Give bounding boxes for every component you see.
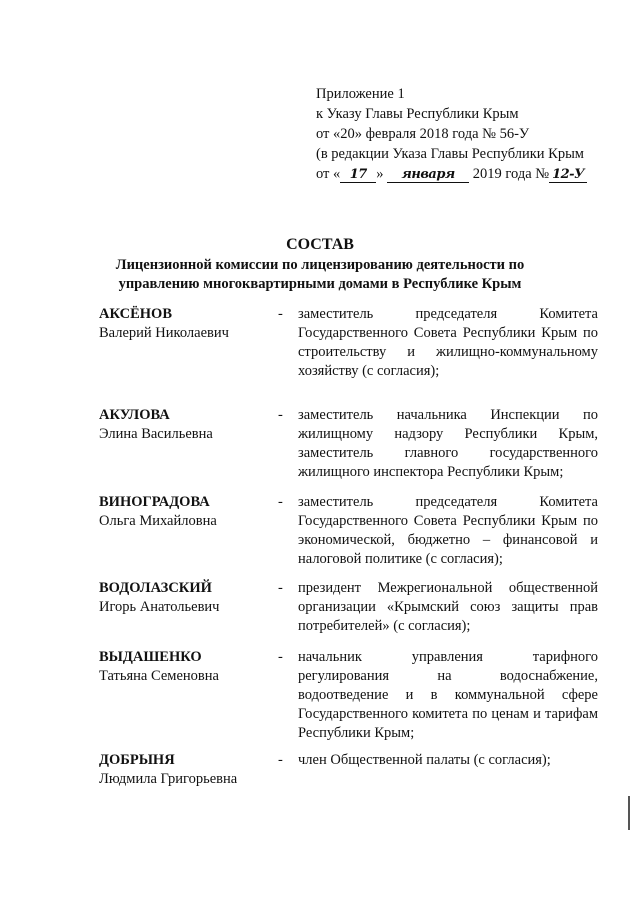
member-role: начальник управления тарифного регулирования на водоснабжение, водоотведение и в коммунальной сфере Государственного комитета по ценам и тарифам Республики Крым; bbox=[298, 649, 598, 741]
handwritten-day: 17 bbox=[340, 167, 376, 183]
member-name bbox=[99, 406, 284, 444]
member-surname: АКСЁНОВ bbox=[99, 306, 172, 322]
appendix-block bbox=[316, 84, 616, 184]
member-dash: - bbox=[278, 649, 283, 665]
handwritten-month: января bbox=[387, 167, 469, 183]
member-surname: ДОБРЫНЯ bbox=[99, 752, 175, 768]
member-surname: ВИНОГРАДОВА bbox=[99, 494, 210, 510]
member-surname: ВЫДАШЕНКО bbox=[99, 649, 202, 665]
document-title: СОСТАВ bbox=[286, 236, 354, 253]
handwritten-number: 12-У bbox=[549, 167, 587, 183]
member-role: заместитель председателя Комитета Государственного Совета Республики Крым по экономической, бюджетно – финансовой и налоговой политике (с согласия); bbox=[298, 494, 598, 567]
member-name bbox=[99, 305, 284, 343]
member-dash: - bbox=[278, 580, 283, 596]
member-given-name: Татьяна Семеновна bbox=[99, 668, 219, 684]
member-given-name: Ольга Михайловна bbox=[99, 513, 217, 529]
member-role: заместитель председателя Комитета Государственного Совета Республики Крым по строительству и жилищно-коммунальному хозяйству (с согласия); bbox=[298, 306, 598, 379]
scan-margin-mark bbox=[628, 796, 630, 830]
member-surname: ВОДОЛАЗСКИЙ bbox=[99, 580, 212, 596]
member-dash: - bbox=[278, 494, 283, 510]
appendix-year: 2019 года № bbox=[472, 166, 550, 182]
document-subtitle-2: управлению многоквартирными домами в Республике Крым bbox=[118, 276, 522, 292]
appendix-date-mid: » bbox=[376, 166, 384, 182]
member-role: заместитель начальника Инспекции по жилищному надзору Республики Крым, заместитель главного государственного жилищного инспектора Республики Крым; bbox=[298, 407, 598, 480]
appendix-line-1: Приложение 1 bbox=[316, 86, 405, 102]
member-name bbox=[99, 648, 284, 686]
member-role: член Общественной палаты (с согласия); bbox=[298, 752, 551, 768]
member-given-name: Валерий Николаевич bbox=[99, 325, 229, 341]
member-given-name: Людмила Григорьевна bbox=[99, 771, 238, 787]
appendix-date-prefix: от « bbox=[316, 166, 341, 182]
member-surname: АКУЛОВА bbox=[99, 407, 170, 423]
document-subtitle-1: Лицензионной комиссии по лицензированию деятельности по bbox=[115, 257, 525, 273]
appendix-line-4: (в редакции Указа Главы Республики Крым bbox=[316, 146, 584, 162]
appendix-line-2: к Указу Главы Республики Крым bbox=[316, 106, 519, 122]
document-heading bbox=[0, 234, 640, 294]
member-given-name: Игорь Анатольевич bbox=[99, 599, 220, 615]
member-dash: - bbox=[278, 752, 283, 768]
member-name bbox=[99, 579, 284, 617]
member-dash: - bbox=[278, 407, 283, 423]
member-dash: - bbox=[278, 306, 283, 322]
member-name bbox=[99, 751, 284, 789]
appendix-line-5 bbox=[316, 164, 616, 184]
member-role: президент Межрегиональной общественной организации «Крымский союз защиты прав потребителей» (с согласия); bbox=[298, 580, 598, 634]
member-given-name: Элина Васильевна bbox=[99, 426, 213, 442]
member-name bbox=[99, 493, 284, 531]
appendix-line-3: от «20» февраля 2018 года № 56-У bbox=[316, 126, 530, 142]
